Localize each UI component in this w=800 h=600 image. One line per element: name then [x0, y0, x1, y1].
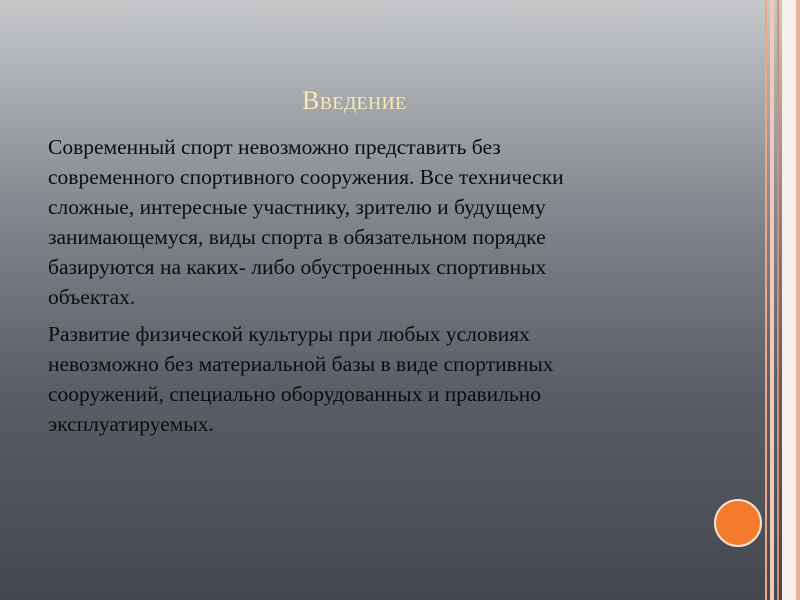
decorative-stripe: [777, 0, 779, 600]
slide-body: [48, 132, 708, 439]
decorative-stripe: [796, 0, 800, 600]
paragraph-development: Развитие физической культуры при любых условиях невозможно без материальной базы в виде спортивных сооружений, специально оборудованных и правильно эксплуатируемых.: [48, 322, 554, 436]
slide-title: Введение: [302, 86, 407, 115]
decorative-stripe: [765, 0, 767, 600]
decorative-circle: [714, 499, 762, 547]
paragraph-intro: Современный спорт невозможно представить без современного спортивного сооружения. Все технически сложные, интересные участнику, зрителю и будущему занимающемуся, виды спорта в обязательном порядке базируются на каких- либо обустроенных спортивных объектах.: [48, 135, 564, 309]
decorative-stripe: [770, 0, 774, 600]
